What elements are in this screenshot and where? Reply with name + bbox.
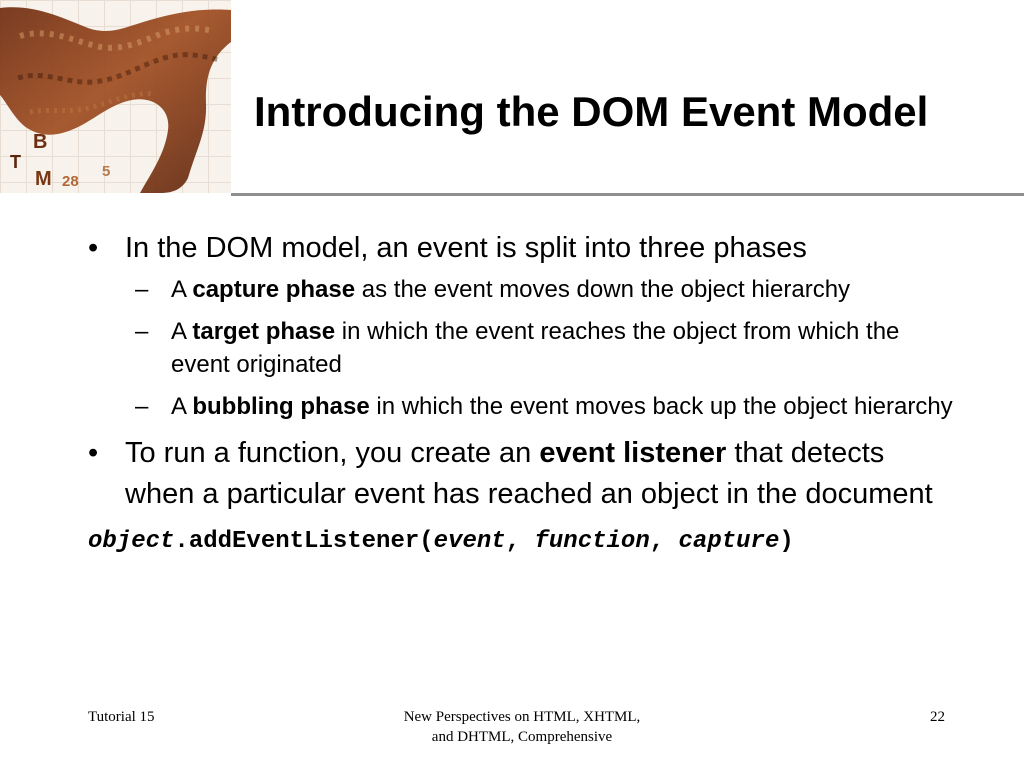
sub-bullet-text: as the event moves down the object hierarchy (355, 276, 851, 303)
collage-letter: 28 (62, 173, 79, 190)
sub-bullet-item (135, 315, 958, 381)
collage-letter: M (35, 168, 52, 190)
code-object: object (88, 528, 175, 555)
sub-bullet-prefix: A (171, 318, 193, 345)
bullet-item (88, 228, 958, 269)
collage-letter: B (33, 131, 48, 153)
sub-bullet-prefix: A (171, 393, 193, 420)
letter-pile-shape (0, 7, 231, 193)
footer-book-title-line-2: and DHTML, Comprehensive (431, 729, 613, 745)
code-syntax-line (88, 527, 958, 557)
title-divider (231, 193, 1024, 196)
sub-bullet-bold-term: bubbling phase (192, 393, 370, 420)
footer-tutorial-label: Tutorial 15 (88, 709, 155, 725)
bullet-marker: • (88, 437, 99, 469)
code-function-param: function (534, 528, 650, 555)
collage-letter: T (10, 152, 21, 172)
code-separator: , (649, 528, 679, 555)
sub-bullet-list (88, 273, 958, 423)
dash-marker: – (135, 318, 149, 345)
dash-marker: – (135, 276, 149, 303)
collage-letter: 5 (102, 163, 111, 180)
header-letter-collage-image (0, 0, 231, 193)
bullet-bold-term: event listener (539, 437, 727, 469)
sub-bullet-text: in which the event reaches the object from which the event originated (171, 318, 900, 378)
bullet-text: In the DOM model, an event is split into three phases (125, 232, 807, 264)
footer-book-title-line-1: New Perspectives on HTML, XHTML, (403, 709, 641, 725)
dash-marker: – (135, 393, 149, 420)
sub-bullet-bold-term: target phase (192, 318, 336, 345)
bullet-marker: • (88, 232, 99, 264)
bullet-item (88, 433, 958, 515)
sub-bullet-bold-term: capture phase (192, 276, 356, 303)
bullet-prefix: To run a function, you create an (125, 437, 540, 469)
code-close-paren: ) (779, 528, 794, 555)
code-event-param: event (433, 528, 506, 555)
slide-title: Introducing the DOM Event Model (254, 88, 929, 135)
slide-content (88, 228, 958, 557)
bullet-text: that detects when a particular event has reached an object in the document (125, 437, 933, 510)
code-separator: , (505, 528, 535, 555)
footer-book-title (372, 707, 672, 747)
slide-page-number: 22 (930, 709, 945, 725)
sub-bullet-text: in which the event moves back up the object hierarchy (369, 393, 953, 420)
sub-bullet-prefix: A (171, 276, 193, 303)
code-capture-param: capture (678, 528, 780, 555)
sub-bullet-item (135, 273, 958, 306)
letter-collage-graphic (0, 0, 231, 193)
code-method: .addEventListener( (174, 528, 434, 555)
sub-bullet-item (135, 390, 958, 423)
